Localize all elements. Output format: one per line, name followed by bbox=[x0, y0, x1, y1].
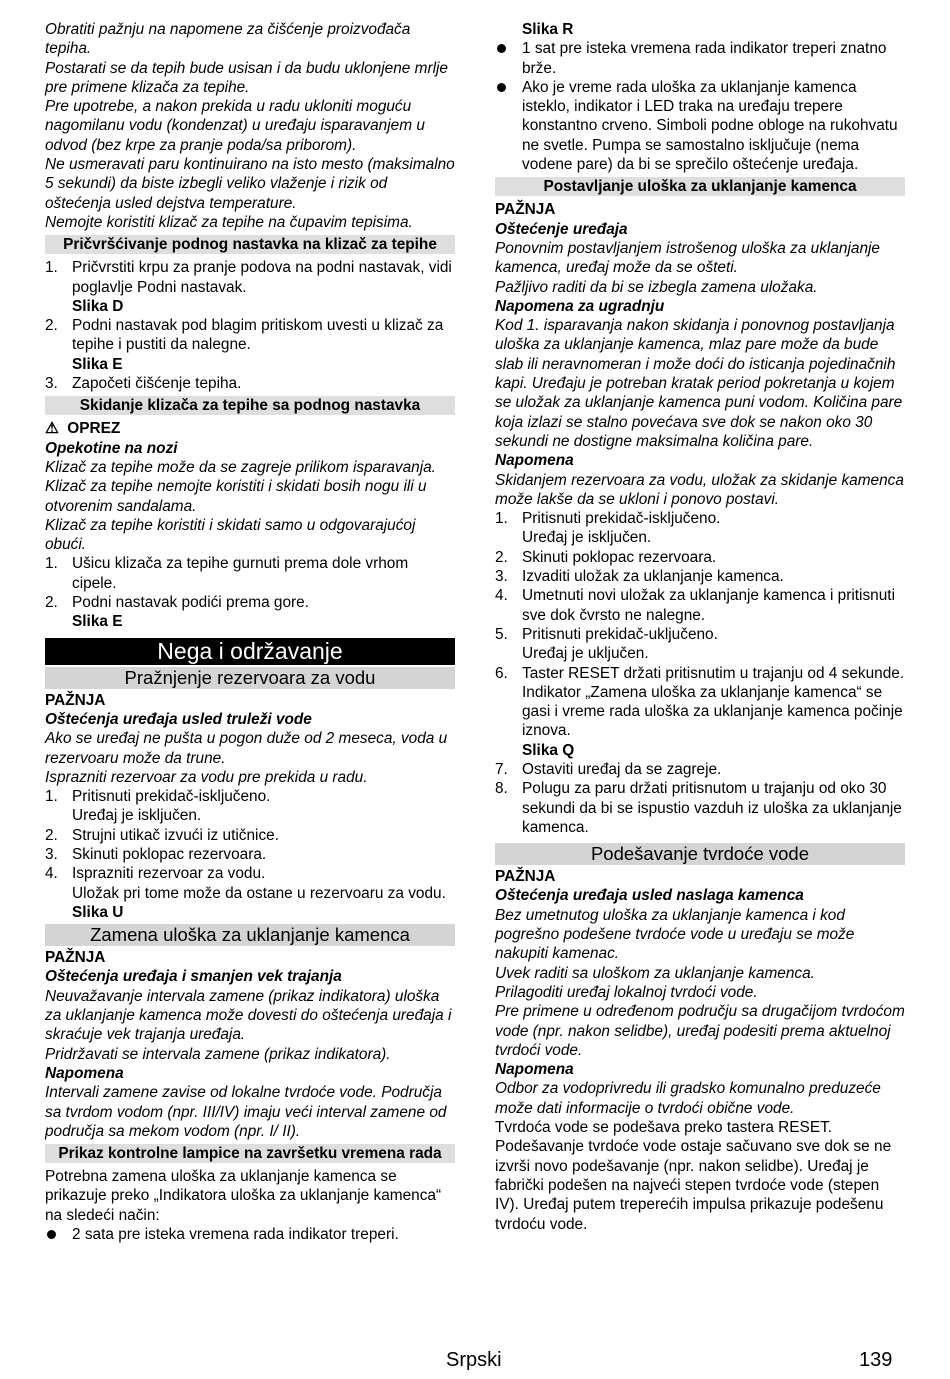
step-number: 4. bbox=[495, 587, 508, 605]
section-heading-hardness: Podešavanje tvrdoće vode bbox=[495, 843, 905, 865]
figure-ref: Slika D bbox=[72, 297, 124, 315]
step-text: Isprazniti rezervoar za vodu. bbox=[72, 865, 266, 883]
note-text: Intervali zamene zavise od lokalne tvrdoće vode. Područja sa tvrdom vodom (npr. III/IV) imaju veći interval zamene od područja sa mekom vodom (npr. I/ II). bbox=[45, 1084, 447, 1140]
step-number: 1. bbox=[45, 259, 58, 277]
step-number: 7. bbox=[495, 760, 508, 778]
right-column bbox=[495, 20, 905, 1234]
list-item bbox=[495, 509, 905, 548]
step-number: 2. bbox=[45, 594, 58, 612]
step-number: 2. bbox=[45, 826, 58, 844]
indicator-bullets bbox=[45, 1225, 455, 1244]
warning-icon: ⚠ bbox=[45, 420, 59, 438]
subsection-heading-indicator: Prikaz kontrolne lampice na završetku vremena rada bbox=[45, 1144, 455, 1163]
bullet-text: 2 sata pre isteka vremena rada indikator treperi. bbox=[72, 1226, 399, 1244]
list-item bbox=[45, 864, 455, 922]
step-number: 2. bbox=[45, 317, 58, 335]
intro-paragraph: Pre upotrebe, a nakon prekida u radu ukloniti moguću nagomilanu vodu (kondenzat) u uređaju isparavanjem u odvod (bez krpe za pranje poda/sa priborom). bbox=[45, 98, 425, 154]
note-label: Napomena bbox=[495, 1061, 574, 1079]
list-item bbox=[495, 760, 905, 779]
warning-label-text: OPREZ bbox=[67, 420, 121, 438]
note-label: Napomena bbox=[45, 1064, 124, 1082]
step-text: Strujni utikač izvući iz utičnice. bbox=[72, 826, 279, 844]
caution-title: Oštećenja uređaja i smanjen vek trajanja bbox=[45, 968, 342, 986]
section-heading-empty-tank: Pražnjenje rezervoara za vodu bbox=[45, 667, 455, 689]
caution-text: Isprazniti rezervoar za vodu pre prekida u radu. bbox=[45, 768, 368, 786]
note-label: Napomena bbox=[495, 452, 574, 470]
caution-text: Uvek raditi sa uloškom za uklanjanje kamenca. bbox=[495, 964, 815, 982]
remove-steps bbox=[45, 554, 455, 631]
bullet-text: 1 sat pre isteka vremena rada indikator treperi znatno brže. bbox=[522, 40, 887, 77]
step-text: Taster RESET držati pritisnutim u trajanju od 4 sekunde. bbox=[522, 664, 905, 682]
step-number: 3. bbox=[45, 845, 58, 863]
caution-title: Oštećenja uređaja usled truleži vode bbox=[45, 710, 312, 728]
note-label: Napomena za ugradnju bbox=[495, 297, 665, 315]
bullet-icon bbox=[497, 44, 506, 53]
subsection-heading-attach: Pričvršćivanje podnog nastavka na klizač za tepihe bbox=[45, 235, 455, 254]
step-text: Podni nastavak podići prema gore. bbox=[72, 594, 309, 612]
step-number: 2. bbox=[495, 548, 508, 566]
list-item bbox=[45, 593, 455, 632]
list-item bbox=[45, 826, 455, 845]
step-text: Skinuti poklopac rezervoara. bbox=[522, 548, 717, 566]
step-text: Ušicu klizača za tepihe gurnuti prema dole vrhom cipele. bbox=[72, 555, 409, 592]
warning-text: Klizač za tepihe koristiti i skidati samo u odgovarajućoj obući. bbox=[45, 516, 416, 554]
warning-title: Opekotine na nozi bbox=[45, 439, 178, 457]
caution-title: Oštećenja uređaja usled naslaga kamenca bbox=[495, 887, 804, 905]
bullet-icon bbox=[47, 1230, 56, 1239]
step-number: 3. bbox=[45, 375, 58, 393]
page-number: 139 bbox=[859, 1349, 893, 1371]
caution-label: PAŽNJA bbox=[495, 201, 556, 219]
list-item bbox=[45, 845, 455, 864]
list-item bbox=[495, 78, 905, 174]
intro-paragraph: Nemojte koristiti klizač za tepihe na čupavim tepisima. bbox=[45, 213, 413, 231]
warning-text: Klizač za tepihe može da se zagreje prilikom isparavanja. bbox=[45, 458, 436, 476]
caution-label: PAŽNJA bbox=[45, 691, 106, 709]
left-column bbox=[45, 20, 455, 1244]
install-steps bbox=[495, 509, 905, 837]
caution-text: Pridržavati se intervala zamene (prikaz indikatora). bbox=[45, 1045, 391, 1063]
step-text: Izvaditi uložak za uklanjanje kamenca. bbox=[522, 568, 784, 586]
step-text: Umetnuti novi uložak za uklanjanje kamenca i pritisnuti sve dok čvrsto ne nalegne. bbox=[522, 587, 895, 624]
attach-steps bbox=[45, 258, 455, 393]
caution-text: Neuvažavanje intervala zamene (prikaz indikatora) uloška za uklanjanje kamenca može dovesti do oštećenja uređaja i skraćuje vek trajanja uređaja. bbox=[45, 987, 452, 1044]
step-number: 4. bbox=[45, 865, 58, 883]
list-item bbox=[495, 567, 905, 586]
footer-language: Srpski bbox=[446, 1349, 502, 1371]
section-heading-replace: Zamena uloška za uklanjanje kamenca bbox=[45, 924, 455, 946]
intro-paragraph: Ne usmeravati paru kontinuirano na isto mesto (maksimalno 5 sekundi) da biste izbegli veliko vlaženje i rizik od oštećenja usled dejstva temperature. bbox=[45, 156, 455, 212]
step-text: Pričvrstiti krpu za pranje podova na podni nastavak, vidi poglavlje Podni nastavak. bbox=[72, 259, 452, 296]
step-number: 1. bbox=[45, 555, 58, 573]
figure-ref: Slika E bbox=[72, 613, 123, 631]
list-item bbox=[495, 779, 905, 837]
list-item bbox=[45, 258, 455, 316]
caution-text: Ako se uređaj ne pušta u pogon duže od 2 meseca, voda u rezervoaru može da trune. bbox=[45, 730, 448, 767]
list-item bbox=[495, 39, 905, 78]
step-text: Skinuti poklopac rezervoara. bbox=[72, 845, 267, 863]
figure-ref: Slika E bbox=[72, 355, 123, 373]
warning-text: Klizač za tepihe nemojte koristiti i skidati bosih nogu ili u otvorenim sandalama. bbox=[45, 478, 427, 515]
note-text: Skidanjem rezervoara za vodu, uložak za skidanje kamenca može lakše da se ukloni i ponovo postavi. bbox=[495, 471, 904, 508]
step-result: Uložak pri tome može da ostane u rezervoaru za vodu. bbox=[72, 884, 446, 902]
caution-title: Oštećenje uređaja bbox=[495, 220, 628, 238]
bullet-icon bbox=[497, 83, 506, 92]
caution-text: Prilagoditi uređaj lokalnoj tvrdoći vode. bbox=[495, 983, 758, 1001]
caution-label: PAŽNJA bbox=[45, 949, 106, 967]
step-number: 3. bbox=[495, 568, 508, 586]
step-number: 5. bbox=[495, 625, 508, 643]
step-text: Pritisnuti prekidač-isključeno. bbox=[522, 510, 721, 528]
indicator-text: Potrebna zamena uloška za uklanjanje kamenca se prikazuje preko „Indikatora uloška za uklanjanje kamenca“ na sledeći način: bbox=[45, 1168, 442, 1224]
step-number: 6. bbox=[495, 664, 508, 682]
step-text: Započeti čišćenje tepiha. bbox=[72, 375, 242, 393]
caution-text: Ponovnim postavljanjem istrošenog uloška za uklanjanje kamenca, uređaj može da se ošteti. bbox=[495, 239, 880, 277]
list-item bbox=[495, 625, 905, 664]
caution-text: Pre primene u određenom području sa drugačijom tvrdoćom vode (npr. nakon selidbe), uređaj podesiti prema aktuelnoj tvrdoći vode. bbox=[495, 1003, 905, 1059]
figure-ref: Slika R bbox=[522, 21, 574, 38]
step-result: Uređaj je isključen. bbox=[522, 529, 652, 547]
caution-label: PAŽNJA bbox=[495, 868, 556, 886]
list-item bbox=[45, 316, 455, 374]
empty-steps bbox=[45, 787, 455, 922]
caution-text: Bez umetnutog uloška za uklanjanje kamenca i kod pogrešno podešene tvrdoće vode u uređaju se može nakupiti kamenac. bbox=[495, 906, 855, 963]
step-number: 8. bbox=[495, 780, 508, 798]
step-result: Uređaj je uključen. bbox=[522, 645, 649, 663]
list-item bbox=[45, 554, 455, 593]
note-text: Odbor za vodoprivredu ili gradsko komunalno preduzeće može dati informacije o tvrdoći obične vode. bbox=[495, 1080, 881, 1117]
step-text: Ostaviti uređaj da se zagreje. bbox=[522, 760, 722, 778]
caution-text: Pažljivo raditi da bi se izbegla zamena uložaka. bbox=[495, 278, 818, 296]
list-item bbox=[45, 787, 455, 826]
bullet-text: Ako je vreme rada uloška za uklanjanje kamenca isteklo, indikator i LED traka na uređaju trepere konstantno crveno. Simboli podne obloge na rukohvatu ne svetle. Pumpa se samostalno isključuje (nema vodene pare) da bi se sprečilo oštećenje uređaja. bbox=[522, 78, 898, 174]
step-result: Uređaj je isključen. bbox=[72, 807, 202, 825]
step-text: Pritisnuti prekidač-uključeno. bbox=[522, 625, 718, 643]
subsection-heading-install: Postavljanje uloška za uklanjanje kamenca bbox=[495, 177, 905, 196]
indicator-bullets-cont bbox=[495, 39, 905, 174]
step-result: Indikator „Zamena uloška za uklanjanje kamenca“ se gasi i vreme rada uloška za uklanjanje kamenca počinje iznova. bbox=[522, 683, 903, 740]
list-item bbox=[495, 586, 905, 625]
hardness-body: Tvrdoća vode se podešava preko tastera RESET. Podešavanje tvrdoće vode ostaje sačuvano sve dok se ne izvrši novo podešavanje (npr. nakon selidbe). Uređaj je fabrički podešen na najveći stepen tvrdoće vode (stepen IV). Uređaj putem treperećih impulsa prikazuje podešenu tvrdoću vode. bbox=[495, 1119, 892, 1233]
figure-ref: Slika U bbox=[72, 903, 124, 921]
warning-label bbox=[45, 419, 455, 438]
step-text: Pritisnuti prekidač-isključeno. bbox=[72, 788, 271, 806]
intro-paragraph: Obratiti pažnju na napomene za čišćenje proizvođača tepiha. bbox=[45, 21, 411, 58]
step-number: 1. bbox=[45, 788, 58, 806]
step-text: Podni nastavak pod blagim pritiskom uvesti u klizač za tepihe i pustiti da nalegne. bbox=[72, 317, 444, 354]
list-item bbox=[495, 664, 905, 760]
figure-ref: Slika Q bbox=[522, 741, 575, 759]
note-text: Kod 1. isparavanja nakon skidanja i ponovnog postavljanja uloška za uklanjanje kamenca, mlaz pare može da bude slab ili neravnomeran i može doći do isticanja pojedinačnih kapi. Uređaju je potreban kratak period pokretanja u kojem se uložak za uklanjanje kamenca puni vodom. Količina pare koja izlazi se stalno povećava sve dok se nakon oko 30 sekundi ne dostigne maksimalna količina pare. bbox=[495, 317, 903, 450]
list-item bbox=[45, 1225, 455, 1244]
step-text: Polugu za paru držati pritisnutom u trajanju od oko 30 sekundi da bi se ispustio vazduh iz uloška za uklanjanje kamenca. bbox=[522, 780, 902, 836]
intro-paragraph: Postarati se da tepih bude usisan i da budu uklonjene mrlje pre primene klizača za tepihe. bbox=[45, 59, 448, 96]
subsection-heading-remove: Skidanje klizača za tepihe sa podnog nastavka bbox=[45, 396, 455, 415]
list-item bbox=[495, 548, 905, 567]
chapter-heading: Nega i održavanje bbox=[45, 638, 455, 665]
list-item bbox=[45, 374, 455, 393]
step-number: 1. bbox=[495, 510, 508, 528]
